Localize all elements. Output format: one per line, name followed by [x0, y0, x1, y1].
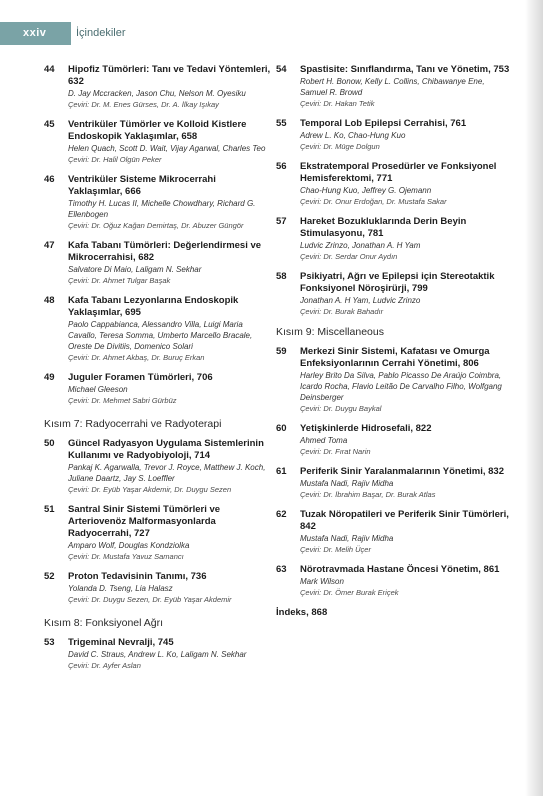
chapter-authors: Chao-Hung Kuo, Jeffrey G. Ojemann: [300, 186, 432, 195]
toc-entry[interactable]: [44, 504, 272, 562]
chapter-number: 56: [276, 161, 287, 172]
chapter-authors: Ludvic Zrinzo, Jonathan A. H Yam: [300, 241, 421, 250]
toc-entry[interactable]: [44, 372, 272, 406]
chapter-title[interactable]: Merkezi Sinir Sistemi, Kafatası ve Omurga Enfeksiyonlarının Cerrahi Yönetimi, 806: [300, 346, 490, 369]
chapter-translator: Çeviri: Dr. Ayfer Aslan: [68, 661, 141, 670]
chapter-title[interactable]: Periferik Sinir Yaralanmalarının Yönetimi, 832: [300, 466, 504, 477]
toc-entry[interactable]: [276, 64, 511, 109]
chapter-authors: Salvatore Di Maio, Laligam N. Sekhar: [68, 265, 202, 274]
chapter-translator: Çeviri: Dr. Eyüb Yaşar Akdemir, Dr. Duygu Sezen: [68, 485, 232, 494]
chapter-authors: Mustafa Nadi, Rajiv Midha: [300, 479, 394, 488]
chapter-translator: Çeviri: Dr. M. Enes Gürses, Dr. A. İlkay Işıkay: [68, 100, 219, 109]
chapter-number: 55: [276, 118, 287, 129]
toc-entry[interactable]: [276, 271, 511, 317]
toc-entry[interactable]: [276, 118, 511, 152]
chapter-title[interactable]: Psikiyatri, Ağrı ve Epilepsi için Stereotaktik Fonksiyonel Nöroşirürji, 799: [300, 271, 495, 294]
toc-entry-group: [276, 64, 511, 317]
chapter-title[interactable]: Nörotravmada Hastane Öncesi Yönetim, 861: [300, 564, 500, 575]
chapter-title[interactable]: Tuzak Nöropatileri ve Periferik Sinir Tümörleri, 842: [300, 509, 509, 532]
chapter-number: 63: [276, 564, 287, 575]
toc-entry[interactable]: [276, 564, 511, 598]
toc-entry-group: [44, 637, 272, 671]
chapter-translator: Çeviri: Dr. Ahmet Akbaş, Dr. Buruç Erkan: [68, 353, 205, 362]
chapter-title[interactable]: Yetişkinlerde Hidrosefali, 822: [300, 423, 432, 434]
toc-entry-group: [44, 64, 272, 406]
chapter-authors: Mark Wilson: [300, 577, 344, 586]
toc-entry[interactable]: [44, 571, 272, 605]
index-entry[interactable]: İndeks, 868: [276, 607, 328, 618]
chapter-title[interactable]: Ekstratemporal Prosedürler ve Fonksiyonel Hemisferektomi, 771: [300, 161, 497, 184]
chapter-title[interactable]: Kafa Tabanı Tümörleri: Değerlendirmesi ve Mikrocerrahisi, 682: [68, 240, 262, 263]
chapter-translator: Çeviri: Dr. Oğuz Kağan Demirtaş, Dr. Abuzer Güngör: [68, 221, 244, 230]
chapter-translator: Çeviri: Dr. Onur Erdoğan, Dr. Mustafa Sakar: [300, 197, 447, 206]
section-heading: Kısım 8: Fonksiyonel Ağrı: [44, 617, 164, 629]
chapter-translator: Çeviri: Dr. Fırat Narin: [300, 447, 371, 456]
chapter-title[interactable]: Temporal Lob Epilepsi Cerrahisi, 761: [300, 118, 467, 129]
chapter-number: 61: [276, 466, 287, 477]
chapter-translator: Çeviri: Dr. Melih Üçer: [300, 545, 371, 554]
chapter-authors: D. Jay Mccracken, Jason Chu, Nelson M. Oyesiku: [68, 89, 246, 98]
section-heading: Kısım 7: Radyocerrahi ve Radyoterapi: [44, 418, 222, 430]
chapter-number: 57: [276, 216, 287, 227]
chapter-authors: David C. Straus, Andrew L. Ko, Laligam N. Sekhar: [68, 650, 247, 659]
toc-entry[interactable]: [44, 119, 272, 165]
chapter-authors: Jonathan A. H Yam, Ludvic Zrinzo: [300, 296, 421, 305]
toc-entry[interactable]: [276, 216, 511, 262]
chapter-number: 60: [276, 423, 287, 434]
chapter-translator: Çeviri: Dr. Müge Dolgun: [300, 142, 380, 151]
toc-entry[interactable]: [276, 466, 511, 500]
chapter-authors: Adrew L. Ko, Chao-Hung Kuo: [300, 131, 406, 140]
chapter-authors: Michael Gleeson: [68, 385, 128, 394]
page-number: xxiv: [23, 27, 47, 39]
chapter-number: 49: [44, 372, 55, 383]
running-header-title: İçindekiler: [76, 27, 126, 39]
chapter-number: 54: [276, 64, 287, 75]
chapter-number: 53: [44, 637, 55, 648]
chapter-translator: Çeviri: Dr. Ahmet Tulgar Başak: [68, 276, 171, 285]
chapter-number: 47: [44, 240, 55, 251]
chapter-translator: Çeviri: Dr. İbrahim Başar, Dr. Burak Atlas: [300, 490, 436, 499]
toc-entry[interactable]: [44, 64, 272, 110]
chapter-number: 62: [276, 509, 287, 520]
chapter-title[interactable]: Ventriküler Tümörler ve Kolloid Kistlere Endoskopik Yaklaşımlar, 658: [68, 119, 247, 142]
toc-left-column: [44, 64, 272, 680]
chapter-number: 46: [44, 174, 55, 185]
chapter-number: 50: [44, 438, 55, 449]
chapter-authors: Helen Quach, Scott D. Wait, Vijay Agarwal, Charles Teo: [68, 144, 266, 153]
chapter-authors: Paolo Cappabianca, Alessandro Villa, Luigi Maria Cavallo, Teresa Somma, Umberto Marcello Bracale, Oreste De Divitiis, Domenico Solari: [68, 320, 253, 351]
toc-entry[interactable]: [44, 174, 272, 231]
chapter-number: 52: [44, 571, 55, 582]
toc-entry-group: [276, 346, 511, 598]
chapter-title[interactable]: Santral Sinir Sistemi Tümörleri ve Arteriovenöz Malformasyonlarda Radyocerrahi, 727: [68, 504, 221, 539]
chapter-title[interactable]: Hareket Bozukluklarında Derin Beyin Stimulasyonu, 781: [300, 216, 467, 239]
chapter-authors: Mustafa Nadi, Rajiv Midha: [300, 534, 394, 543]
toc-entry[interactable]: [276, 161, 511, 207]
toc-right-column: [276, 64, 511, 618]
chapter-translator: Çeviri: Dr. Duygu Baykal: [300, 404, 382, 413]
chapter-authors: Harley Brito Da Silva, Pablo Picasso De Araújo Coimbra, Icardo Rocha, Flavio Leitão De Carvalho Filho, Wolfgang Deinsberger: [300, 371, 502, 402]
toc-entry[interactable]: [276, 509, 511, 555]
chapter-authors: Timothy H. Lucas II, Michelle Chowdhary, Richard G. Ellenbogen: [68, 199, 256, 219]
page-edge-shadow: [525, 0, 543, 796]
chapter-number: 59: [276, 346, 287, 357]
chapter-number: 58: [276, 271, 287, 282]
chapter-title[interactable]: Güncel Radyasyon Uygulama Sistemlerinin Kullanımı ve Radyobiyoloji, 714: [68, 438, 264, 461]
chapter-number: 45: [44, 119, 55, 130]
toc-entry[interactable]: [276, 346, 511, 414]
toc-entry[interactable]: [44, 637, 272, 671]
toc-entry[interactable]: [276, 423, 511, 457]
chapter-translator: Çeviri: Dr. Burak Bahadır: [300, 307, 384, 316]
chapter-authors: Robert H. Bonow, Kelly L. Collins, Chibawanye Ene, Samuel R. Browd: [300, 77, 485, 97]
toc-entry[interactable]: [44, 295, 272, 363]
chapter-translator: Çeviri: Dr. Mustafa Yavuz Samancı: [68, 552, 184, 561]
chapter-translator: Çeviri: Dr. Mehmet Sabri Gürbüz: [68, 396, 177, 405]
chapter-authors: Pankaj K. Agarwalla, Trevor J. Royce, Matthew J. Koch, Juliane Daartz, Jay S. Loeffler: [68, 463, 266, 483]
chapter-title[interactable]: Juguler Foramen Tümörleri, 706: [68, 372, 213, 383]
chapter-title[interactable]: Hipofiz Tümörleri: Tanı ve Tedavi Yöntemleri, 632: [68, 64, 271, 87]
chapter-translator: Çeviri: Dr. Halil Olgün Peker: [68, 155, 162, 164]
chapter-authors: Ahmed Toma: [300, 436, 348, 445]
section-heading: Kısım 9: Miscellaneous: [276, 326, 384, 338]
chapter-number: 48: [44, 295, 55, 306]
toc-entry[interactable]: [44, 240, 272, 286]
chapter-translator: Çeviri: Dr. Ömer Burak Eriçek: [300, 588, 399, 597]
chapter-title[interactable]: Spastisite: Sınıflandırma, Tanı ve Yönetim, 753: [300, 64, 510, 75]
chapter-authors: Yolanda D. Tseng, Lia Halasz: [68, 584, 173, 593]
chapter-translator: Çeviri: Dr. Serdar Onur Aydın: [300, 252, 398, 261]
chapter-number: 51: [44, 504, 55, 515]
chapter-title[interactable]: Proton Tedavisinin Tanımı, 736: [68, 571, 207, 582]
toc-entry-group: [44, 438, 272, 605]
chapter-number: 44: [44, 64, 55, 75]
chapter-title[interactable]: Ventriküler Sisteme Mikrocerrahi Yaklaşımlar, 666: [68, 174, 216, 197]
chapter-translator: Çeviri: Dr. Duygu Sezen, Dr. Eyüb Yaşar Akdemir: [68, 595, 232, 604]
chapter-title[interactable]: Trigeminal Nevralji, 745: [68, 637, 174, 648]
chapter-translator: Çeviri: Dr. Hakan Tetik: [300, 99, 375, 108]
chapter-title[interactable]: Kafa Tabanı Lezyonlarına Endoskopik Yaklaşımlar, 695: [68, 295, 239, 318]
chapter-authors: Amparo Wolf, Douglas Kondziolka: [68, 541, 190, 550]
toc-entry[interactable]: [44, 438, 272, 495]
